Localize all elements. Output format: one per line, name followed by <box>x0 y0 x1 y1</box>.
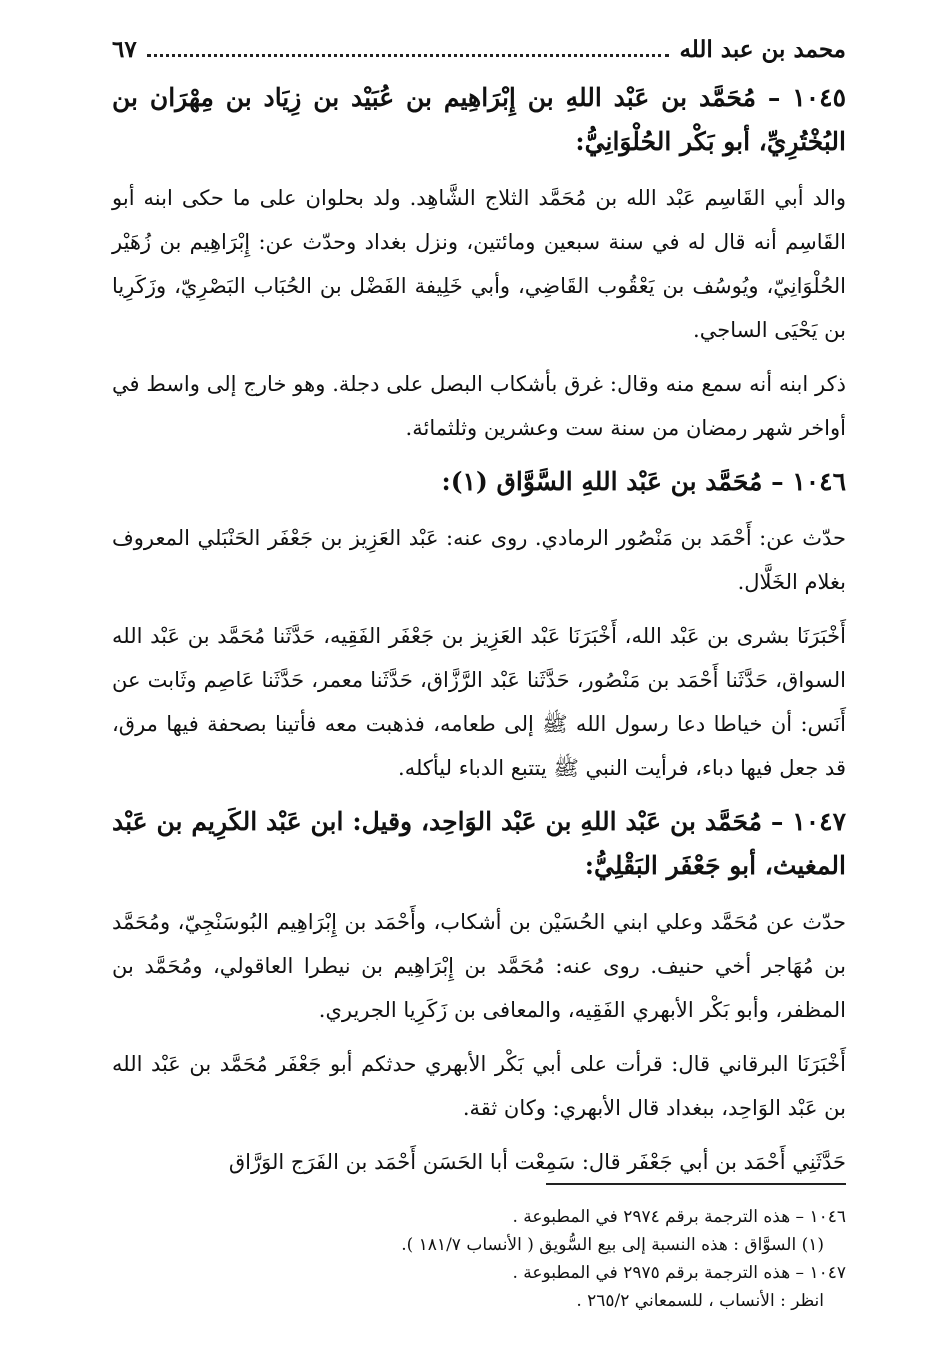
entry-1045-paragraph-2: ذكر ابنه أنه سمع منه وقال: غرق بأشكاب البصل على دجلة. وهو خارج إلى واسط في أواخر شهر رمضان من سنة ست وعشرين وثلثمائة. <box>112 372 846 440</box>
entry-1046-paragraph-1: حدّث عن: أَحْمَد بن مَنْصُور الرمادي. روى عنه: عَبْد العَزِيز بن جَعْفَر الحَنْبَلي المعروف بغلام الخَلَّال. <box>112 526 846 594</box>
footnotes <box>112 1203 846 1315</box>
entry-1047-paragraph-2: أَخْبَرَنَا البرقاني قال: قرأت على أبي بَكْر الأبهري حدثكم أبو جَعْفَر مُحَمَّد بن عَبْد الله بن عَبْد الوَاحِد، ببغداد قال الأبهري: وكان ثقة. <box>112 1052 846 1120</box>
entry-1047-paragraph-3: حَدَّثَنِي أَحْمَد بن أبي جَعْفَر قال: سَمِعْت أبا الحَسَن أَحْمَد بن الفَرَج الوَرَّاق <box>228 1150 846 1174</box>
footnote-1: (١) السوَّاق : هذه النسبة إلى بيع السُّويق ( الأنساب ١٨١/٧ ). <box>401 1235 824 1255</box>
entry-1047-paragraph-1: حدّث عن مُحَمَّد وعلي ابني الحُسَيْن بن أشكاب، وأَحْمَد بن إِبْرَاهِيم البُوسَنْجِيّ، ومُحَمَّد بن مُهَاجر أخي حنيف. روى عنه: مُحَمَّد بن إِبْرَاهِيم بن نيطرا العاقولي، ومُحَمَّد بن المظفر، وأبو بَكْر الأبهري الفَقِيه، والمعافى بن زَكَرِيا الجريري. <box>112 910 846 1022</box>
entry-heading-1045: ١٠٤٥ – مُحَمَّد بن عَبْد اللهِ بن إِبْرَاهِيم بن عُبَيْد بن زِيَاد بن مِهْرَان بن البُخْتُرِيِّ، أبو بَكْر الحُلْوَانِيُّ: <box>112 83 846 156</box>
main-text <box>112 76 846 1194</box>
leader-dots <box>147 40 670 57</box>
running-header <box>112 36 846 63</box>
footnote-1046: ١٠٤٦ – هذه الترجمة برقم ٢٩٧٤ في المطبوعة . <box>512 1207 846 1227</box>
page-number: ٦٧ <box>112 36 137 63</box>
footnote-separator <box>546 1183 846 1185</box>
entry-heading-1046: ١٠٤٦ – مُحَمَّد بن عَبْد اللهِ السَّوَّاق (١): <box>441 467 846 496</box>
footnote-1047: ١٠٤٧ – هذه الترجمة برقم ٢٩٧٥ في المطبوعة . <box>512 1263 846 1283</box>
entry-1045-paragraph-1: والد أبي القَاسِم عَبْد الله بن مُحَمَّد الثلاج الشَّاهِد. ولد بحلوان على ما حكى ابنه أبو القَاسِم أنه قال له في سنة سبعين ومائتين، ونزل بغداد وحدّث عن: إِبْرَاهِيم بن زُهَيْر الحُلْوَانِيّ، ويُوسُف بن يَعْقُوب القَاضِي، وأبي خَلِيفة الفَضْل بن الحُبَاب البَصْرِيّ، وزَكَرِيا بن يَحْيَى الساجي. <box>112 186 846 342</box>
entry-heading-1047: ١٠٤٧ – مُحَمَّد بن عَبْد اللهِ بن عَبْد الوَاحِد، وقيل: ابن عَبْد الكَرِيم بن عَبْد المغيث، أبو جَعْفَر البَقْلِيُّ: <box>112 807 846 880</box>
running-title: محمد بن عبد الله <box>679 36 846 63</box>
footnote-1047-reference: انظر : الأنساب ، للسمعاني ٢٦٥/٢ . <box>576 1291 824 1311</box>
entry-1046-paragraph-2: أَخْبَرَنَا بشرى بن عَبْد الله، أَخْبَرَنَا عَبْد العَزِيز بن جَعْفَر الفَقِيه، حَدَّثَنا مُحَمَّد بن عَبْد الله السواق، حَدَّثَنا أَحْمَد بن مَنْصُور، حَدَّثَنا عَبْد الرَّزَّاق، حَدَّثَنا معمر، حَدَّثَنا عَاصِم وثَابت عن أَنَس: أن خياطا دعا رسول الله ﷺ إلى طعامه، فذهبت معه فأتينا بصحفة فيها مرق، قد جعل فيها دباء، فرأيت النبي ﷺ يتتبع الدباء ليأكله. <box>112 624 846 780</box>
